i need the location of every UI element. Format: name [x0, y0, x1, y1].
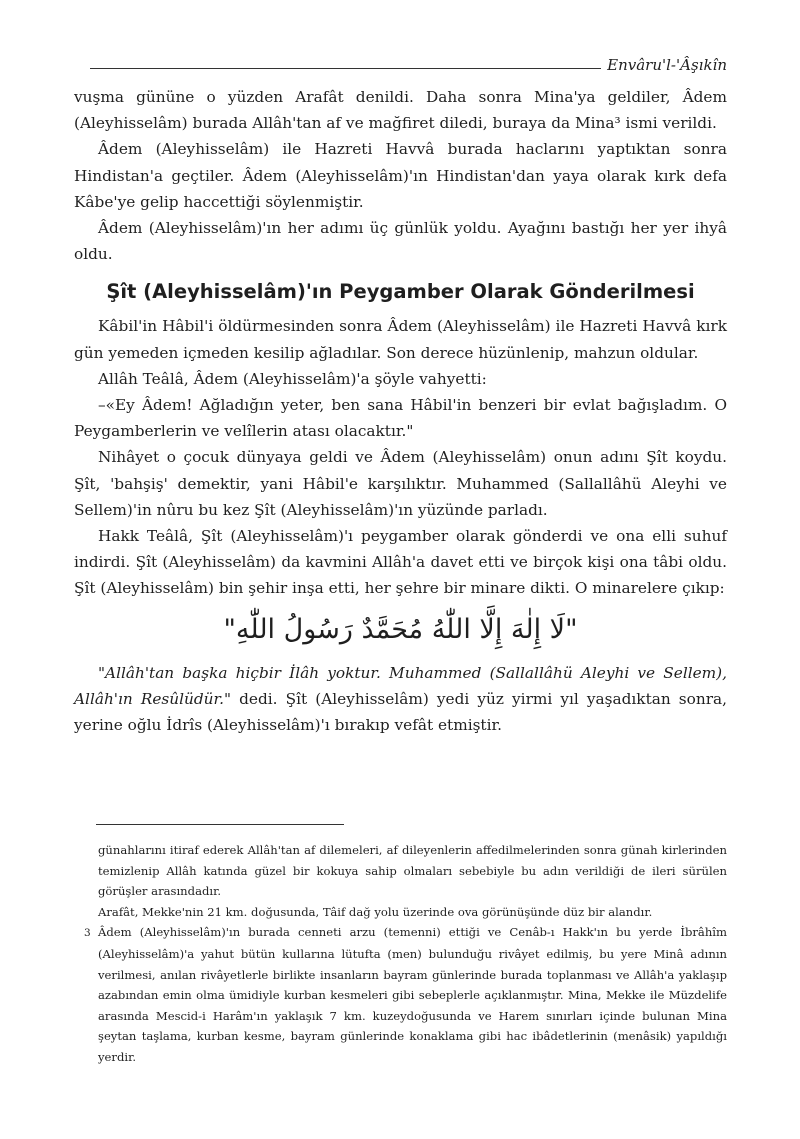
paragraph-4: Kâbil'in Hâbil'i öldürmesinden sonra Âdem (Aleyhisselâm) ile Hazreti Havvâ kırk gün yemeden içmeden kesilip ağladılar. Son derece hüzünlenip, mahzun oldular.	[74, 317, 727, 362]
footnote-rule	[96, 824, 344, 825]
footnote-continuation-2: Arafât, Mekke'nin 21 km. doğusunda, Tâif dağ yolu üzerinde ova görünüşünde düz bir alandır.	[98, 904, 653, 919]
book-page	[74, 0, 727, 1139]
footnote-3-number: 3	[84, 927, 91, 940]
section-heading: Şît (Aleyhisselâm)'ın Peygamber Olarak Gönderilmesi	[106, 280, 695, 304]
footnote-3	[84, 922, 727, 1067]
running-head-title: Envâru'l-'Âşıkîn	[607, 56, 727, 74]
paragraph-6: –«Ey Âdem! Ağladığın yeter, ben sana Hâbil'in benzeri bir evlat bağışladım. O Peygamberlerin ve velîlerin atası olacaktır."	[74, 396, 727, 441]
main-text	[74, 84, 727, 738]
paragraph-8: Hakk Teâlâ, Şît (Aleyhisselâm)'ı peygamber olarak gönderdi ve ona elli suhuf indirdi. Şît (Aleyhisselâm) da kavmini Allâh'a davet etti ve birçok kişi ona tâbi oldu. Şît (Aleyhisselâm) bin şehir inşa etti, her şehre bir minare dikti. O minarelere çıkıp:	[74, 527, 727, 598]
paragraph-7: Nihâyet o çocuk dünyaya geldi ve Âdem (Aleyhisselâm) onun adını Şît koydu. Şît, 'bahşiş' demektir, yani Hâbil'e karşılıktır. Muhammed (Sallallâhü Aleyhi ve Sellem)'in nûru bu kez Şît (Aleyhisselâm)'ın yüzünde parladı.	[74, 448, 727, 519]
paragraph-2: Âdem (Aleyhisselâm) ile Hazreti Havvâ burada haclarını yaptıktan sonra Hindistan'a geçtiler. Âdem (Aleyhisselâm)'ın Hindistan'dan yaya olarak kırk defa Kâbe'ye gelip haccettiği söylenmiştir.	[74, 140, 727, 211]
header-rule	[90, 68, 601, 69]
paragraph-3: Âdem (Aleyhisselâm)'ın her adımı üç günlük yoldu. Ayağını bastığı her yer ihyâ oldu.	[74, 219, 727, 264]
paragraph-9	[74, 660, 727, 739]
paragraph-9-rest: dedi. Şît (Aleyhisselâm) yedi yüz yirmi yıl yaşadıktan sonra, yerine oğlu İdrîs (Aleyhisselâm)'ı bırakıp vefât etmiştir.	[74, 689, 727, 735]
paragraph-5: Allâh Teâlâ, Âdem (Aleyhisselâm)'a şöyle vahyetti:	[98, 369, 487, 388]
footnotes	[84, 840, 727, 1068]
arabic-verse: "لَا إِلٰهَ إِلَّا اللّٰهُ مُحَمَّدٌ رَسُولُ اللّٰهِ"	[223, 613, 578, 645]
footnote-3-text: Âdem (Aleyhisselâm)'ın burada cenneti arzu (temenni) ettiği ve Cenâb-ı Hakk'ın bu yerde İbrâhîm (Aleyhisselâm)'a yahut bütün kullarına lütufta (men) bulunduğu rivâyet edilmiş, bu yere Minâ adının verilmesi, anılan rivâyetlerle birlikte insanların bayram günlerinde burada toplanması ve Allâh'a yaklaşıp azabından emin olma ümidiyle kurban kesmeleri gibi sebeplerle açıklanmıştır. Mina, Mekke ile Müzdelife arasında Mescid-i Harâm'ın yaklaşık 7 km. kuzeydoğusunda ve Harem sınırları içinde bulunan Mina şeytan taşlama, kurban kesme, bayram günlerinde konaklama gibi hac ibâdetlerinin (menâsik) yapıldığı yerdir.	[98, 925, 727, 1064]
footnote-continuation-1: günahlarını itiraf ederek Allâh'tan af dilemeleri, af dileyenlerin affedilmelerinden sonra günah kirlerinden temizlenip Allâh katında güzel bir kokuya sahip olmaları sebebiyle bu adın verildiği de ileri sürülen görüşler arasındadır.	[98, 843, 727, 899]
quote-translation: "Allâh'tan başka hiçbir İlâh yoktur. Muhammed (Sallallâhü Aleyhi ve Sellem), Allâh'ın Resûlüdür."	[74, 663, 727, 708]
paragraph-1: vuşma gününe o yüzden Arafât denildi. Daha sonra Mina'ya geldiler, Âdem (Aleyhisselâm) burada Allâh'tan af ve mağfiret diledi, buraya da Mina³ ismi verildi.	[74, 88, 727, 133]
running-head	[90, 52, 727, 74]
